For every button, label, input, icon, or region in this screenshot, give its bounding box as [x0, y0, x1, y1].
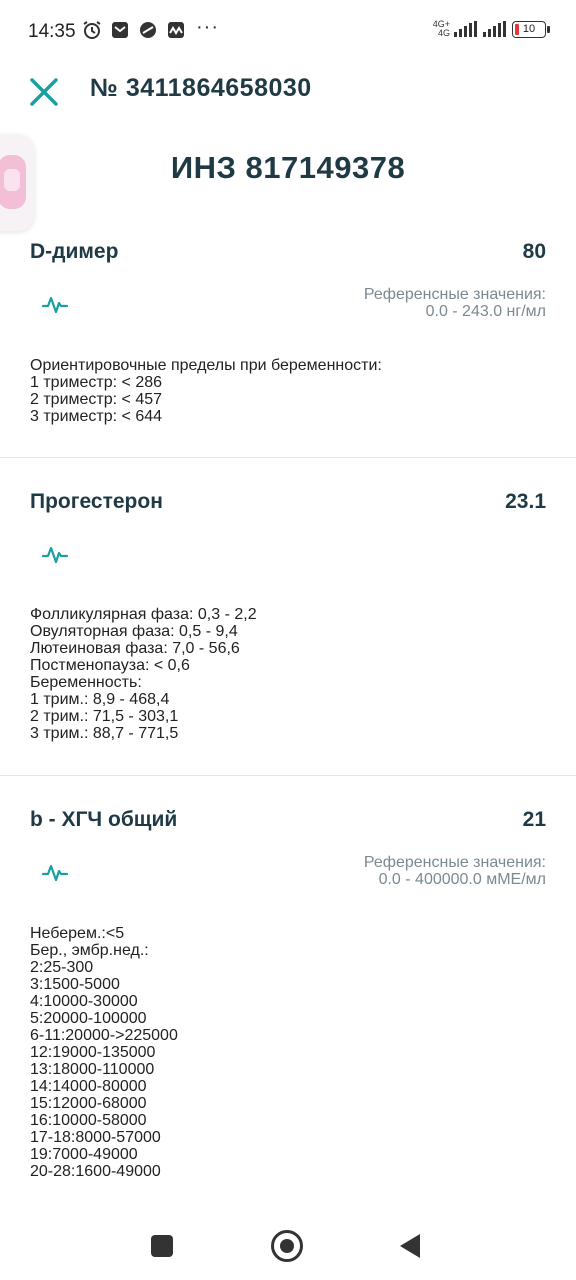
network-sub: 4G: [437, 28, 450, 38]
reference-label: Референсные значения:: [363, 854, 546, 871]
result-name: b - ХГЧ общий: [30, 808, 178, 831]
trend-chart-icon[interactable]: [40, 290, 70, 320]
result-notes: Неберем.:<5 Бер., эмбр.нед.: 2:25-300 3:1500-5000 4:10000-30000 5:20000-100000 6-11:20000->225000 12:19000-135000 13:18000-110000 14:14000-80000 15:12000-68000 16:10000-58000 17-18:8000-57000 19:7000-49000 20-28:1600-49000: [30, 925, 178, 1180]
network-type: [433, 20, 450, 38]
trend-chart-icon[interactable]: [40, 540, 70, 570]
reference-range: 0.0 - 400000.0 мМЕ/мл: [378, 871, 546, 888]
result-notes: Фолликулярная фаза: 0,3 - 2,2 Овуляторная фаза: 0,5 - 9,4 Лютеиновая фаза: 7,0 - 56,6 Постменопауза: < 0,6 Беременность: 1 трим.: 8,9 - 468,4 2 трим.: 71,5 - 303,1 3 трим.: 88,7 - 771,5: [30, 606, 257, 742]
network-label: 4G+: [432, 19, 450, 29]
battery-icon: [512, 21, 546, 38]
battery-percent: 10: [522, 22, 536, 35]
app2-icon: [166, 20, 186, 40]
result-value: 80: [522, 240, 546, 263]
alarm-icon: [82, 20, 102, 40]
reference-values: [364, 854, 546, 888]
result-value: 21: [522, 808, 546, 831]
signal2-icon: [483, 21, 506, 37]
trend-chart-icon[interactable]: [40, 858, 70, 888]
home-button[interactable]: [271, 1230, 303, 1262]
reference-label: Референсные значения:: [363, 286, 546, 303]
result-value: 23.1: [505, 490, 546, 513]
app-icon: [138, 20, 158, 40]
inz-title: ИНЗ 817149378: [170, 150, 406, 185]
reference-range: 0.0 - 243.0 нг/мл: [425, 303, 546, 320]
order-number: № 3411864658030: [90, 74, 312, 102]
more-icon: ···: [196, 16, 219, 38]
system-indicators: [433, 20, 546, 38]
result-name: D-димер: [30, 240, 119, 263]
battery-level: [515, 24, 519, 35]
result-notes: Ориентировочные пределы при беременности: 1 триместр: < 286 2 триместр: < 457 3 триместр: < 644: [30, 357, 382, 425]
result-name: Прогестерон: [30, 490, 163, 513]
status-time: 14:35: [28, 21, 76, 42]
notification-icons: [82, 20, 186, 40]
divider: [0, 457, 576, 458]
status-bar: [0, 0, 576, 62]
reference-values: [364, 286, 546, 320]
mail-icon: [110, 20, 130, 40]
divider: [0, 775, 576, 776]
close-icon[interactable]: [26, 74, 62, 110]
recent-apps-button[interactable]: [151, 1235, 173, 1257]
signal-icon: [454, 21, 477, 37]
back-button[interactable]: [400, 1234, 420, 1258]
